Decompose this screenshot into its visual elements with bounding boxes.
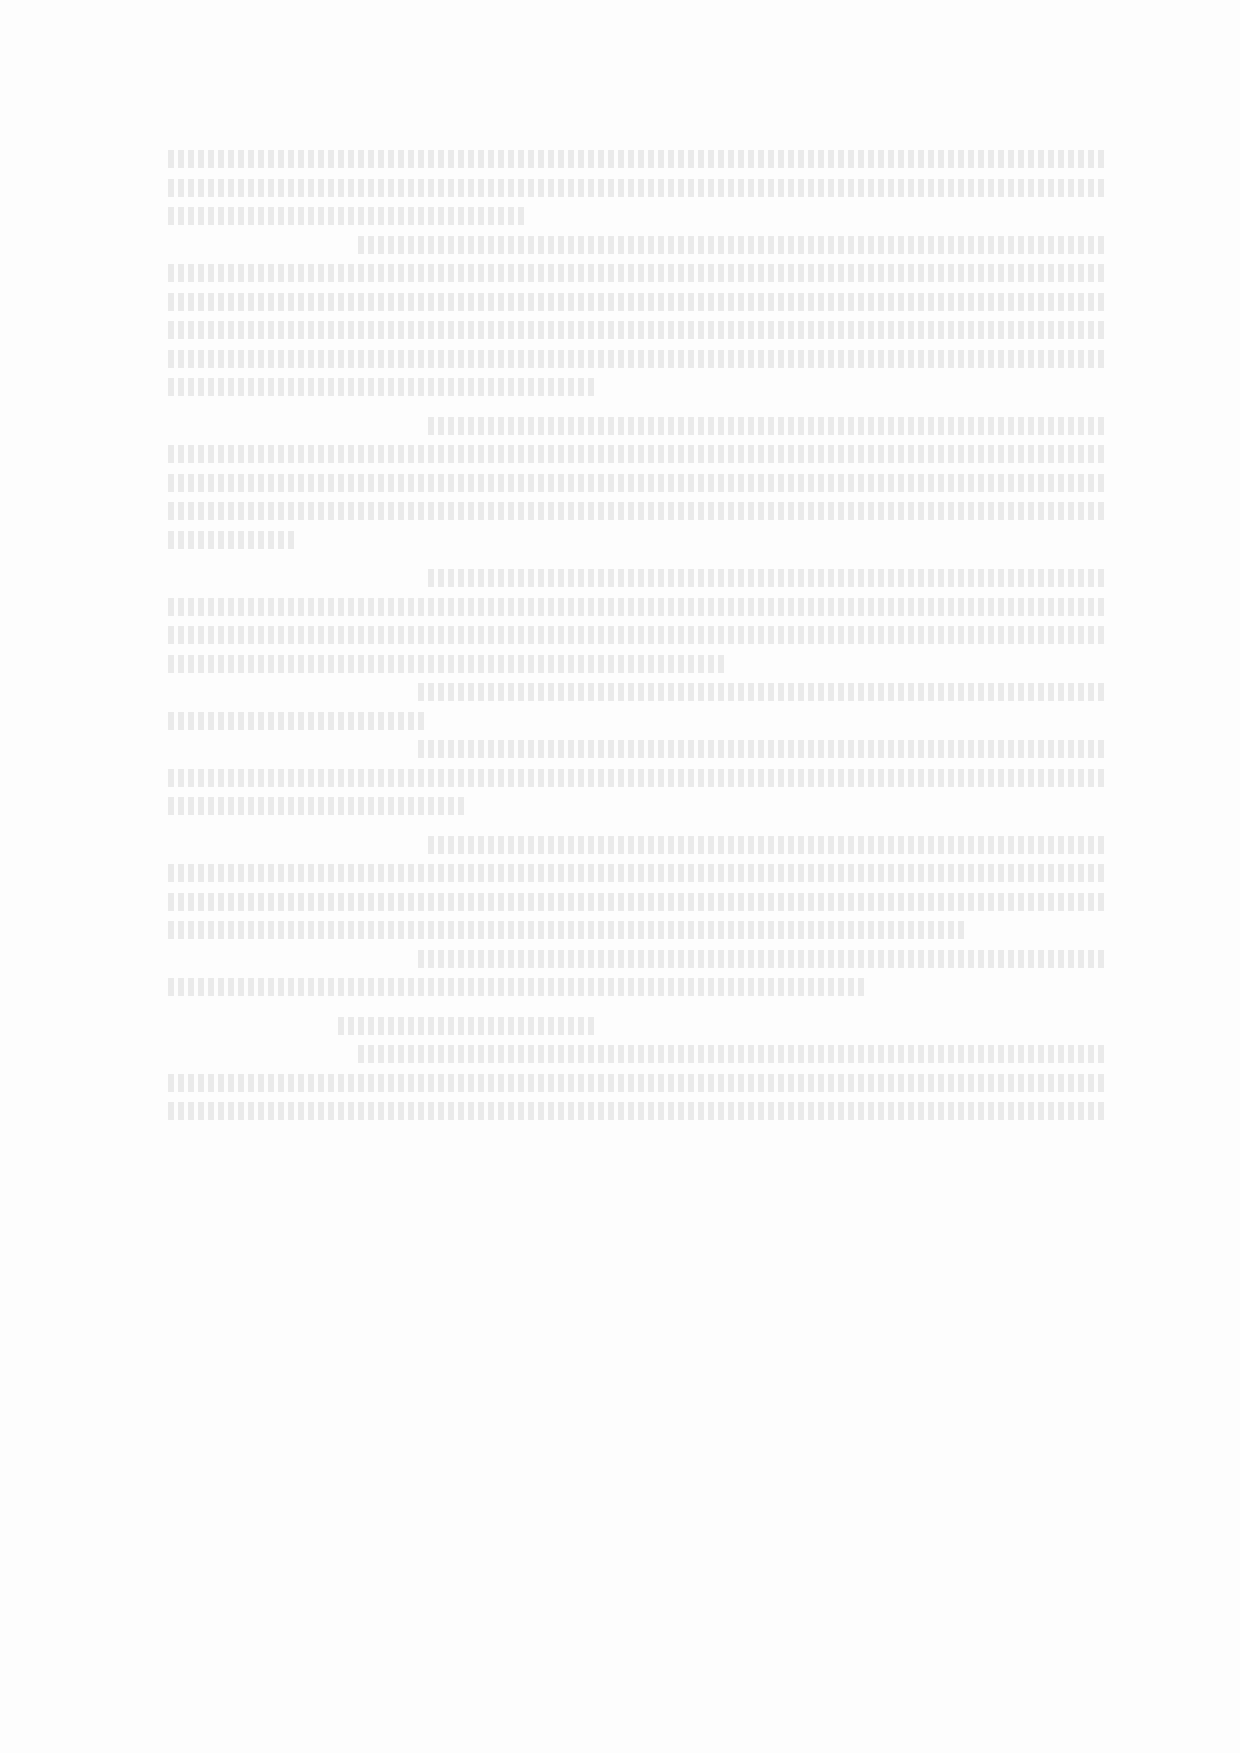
paragraph (168, 740, 1108, 815)
numbered-paragraph (168, 559, 1108, 673)
paragraph (168, 150, 1108, 225)
paragraph (168, 1045, 1108, 1120)
numbered-paragraph (168, 826, 1108, 940)
numbered-paragraph (168, 407, 1108, 549)
document-body (168, 140, 1108, 1131)
paragraph (168, 683, 1108, 730)
paragraph (168, 236, 1108, 397)
paragraph (168, 950, 1108, 997)
